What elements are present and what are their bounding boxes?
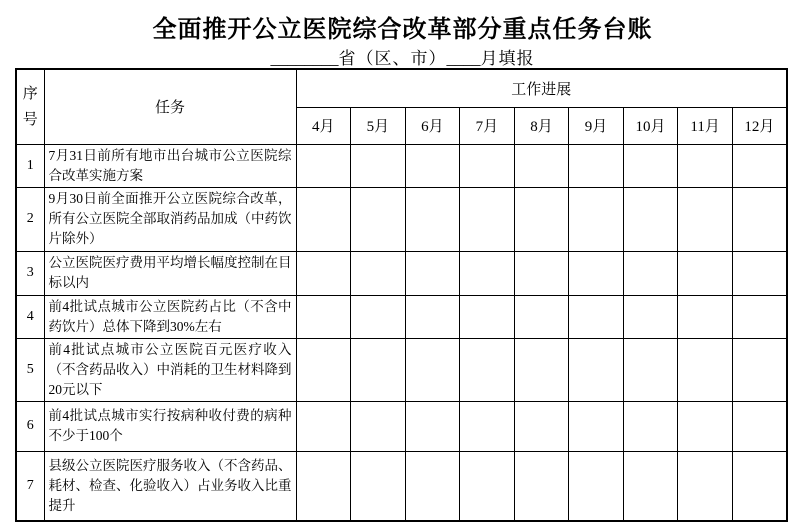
table-row: [16, 295, 787, 338]
row-number: 4: [16, 295, 44, 338]
progress-cell: [405, 338, 460, 401]
progress-cell: [460, 144, 515, 187]
progress-cell: [296, 295, 351, 338]
progress-cell: [351, 251, 406, 295]
page-title: 全面推开公立医院综合改革部分重点任务台账: [152, 17, 653, 43]
header-month-sep: 9月: [569, 107, 624, 144]
progress-cell: [514, 187, 569, 251]
progress-cell: [732, 251, 787, 295]
progress-cell: [296, 338, 351, 401]
progress-cell: [569, 451, 624, 521]
row-number: 1: [16, 144, 44, 187]
task-text: 前4批试点城市公立医院药占比（不含中药饮片）总体下降到30%左右: [44, 295, 296, 338]
task-text: 县级公立医院医疗服务收入（不含药品、耗材、检查、化验收入）占业务收入比重提升: [44, 451, 296, 521]
progress-cell: [351, 187, 406, 251]
row-number: 6: [16, 401, 44, 451]
progress-cell: [514, 144, 569, 187]
table-row: [16, 144, 787, 187]
task-text: 7月31日前所有地市出台城市公立医院综合改革实施方案: [44, 144, 296, 187]
progress-cell: [569, 401, 624, 451]
progress-cell: [405, 295, 460, 338]
header-month-nov: 11月: [678, 107, 733, 144]
progress-cell: [514, 251, 569, 295]
progress-cell: [569, 338, 624, 401]
header-month-aug: 8月: [514, 107, 569, 144]
province-label: 省（区、市）: [338, 49, 447, 68]
progress-cell: [351, 144, 406, 187]
progress-cell: [514, 338, 569, 401]
header-month-may: 5月: [351, 107, 406, 144]
progress-cell: [678, 338, 733, 401]
progress-cell: [405, 451, 460, 521]
row-number: 2: [16, 187, 44, 251]
progress-cell: [351, 338, 406, 401]
task-text: 前4批试点城市实行按病种收付费的病种不少于100个: [44, 401, 296, 451]
progress-cell: [623, 187, 678, 251]
progress-cell: [460, 451, 515, 521]
progress-cell: [296, 401, 351, 451]
row-number: 7: [16, 451, 44, 521]
header-task: 任务: [44, 69, 296, 144]
progress-cell: [678, 295, 733, 338]
table-row: [16, 401, 787, 451]
progress-cell: [405, 144, 460, 187]
progress-cell: [623, 338, 678, 401]
progress-cell: [623, 451, 678, 521]
progress-cell: [569, 295, 624, 338]
header-month-jun: 6月: [405, 107, 460, 144]
task-text: 9月30日前全面推开公立医院综合改革，所有公立医院全部取消药品加成（中药饮片除外）: [44, 187, 296, 251]
header-month-apr: 4月: [296, 107, 351, 144]
progress-cell: [460, 187, 515, 251]
progress-cell: [460, 401, 515, 451]
row-number: 5: [16, 338, 44, 401]
header-month-jul: 7月: [460, 107, 515, 144]
progress-cell: [296, 251, 351, 295]
progress-cell: [678, 401, 733, 451]
progress-cell: [514, 401, 569, 451]
table-row: [16, 187, 787, 251]
progress-cell: [623, 295, 678, 338]
progress-cell: [623, 144, 678, 187]
progress-cell: [732, 451, 787, 521]
month-report-label: 月填报: [480, 49, 535, 68]
progress-cell: [569, 187, 624, 251]
progress-cell: [678, 251, 733, 295]
progress-cell: [405, 187, 460, 251]
progress-cell: [460, 295, 515, 338]
table-row: [16, 338, 787, 401]
task-text: 前4批试点城市公立医院百元医疗收入（不含药品收入）中消耗的卫生材料降到20元以下: [44, 338, 296, 401]
progress-cell: [351, 401, 406, 451]
progress-cell: [405, 251, 460, 295]
progress-cell: [732, 144, 787, 187]
progress-cell: [460, 338, 515, 401]
header-serial-number: 序号: [16, 69, 44, 144]
task-ledger-table: [15, 68, 788, 522]
table-row: [16, 251, 787, 295]
progress-cell: [514, 451, 569, 521]
progress-cell: [623, 251, 678, 295]
progress-cell: [732, 338, 787, 401]
header-month-dec: 12月: [732, 107, 787, 144]
progress-cell: [296, 451, 351, 521]
progress-cell: [460, 251, 515, 295]
progress-cell: [296, 187, 351, 251]
province-blank: ________: [270, 49, 339, 68]
progress-cell: [678, 144, 733, 187]
header-row-top: [16, 69, 787, 107]
progress-cell: [405, 401, 460, 451]
progress-cell: [678, 187, 733, 251]
progress-cell: [514, 295, 569, 338]
progress-cell: [678, 451, 733, 521]
subtitle-line: [0, 44, 805, 69]
progress-cell: [569, 144, 624, 187]
header-work-progress: 工作进展: [296, 69, 787, 107]
progress-cell: [732, 295, 787, 338]
row-number: 3: [16, 251, 44, 295]
progress-cell: [351, 295, 406, 338]
task-text: 公立医院医疗费用平均增长幅度控制在目标以内: [44, 251, 296, 295]
progress-cell: [569, 251, 624, 295]
header-month-oct: 10月: [623, 107, 678, 144]
progress-cell: [732, 187, 787, 251]
progress-cell: [296, 144, 351, 187]
table-row: [16, 451, 787, 521]
month-blank: ____: [446, 49, 481, 68]
progress-cell: [732, 401, 787, 451]
progress-cell: [623, 401, 678, 451]
progress-cell: [351, 451, 406, 521]
